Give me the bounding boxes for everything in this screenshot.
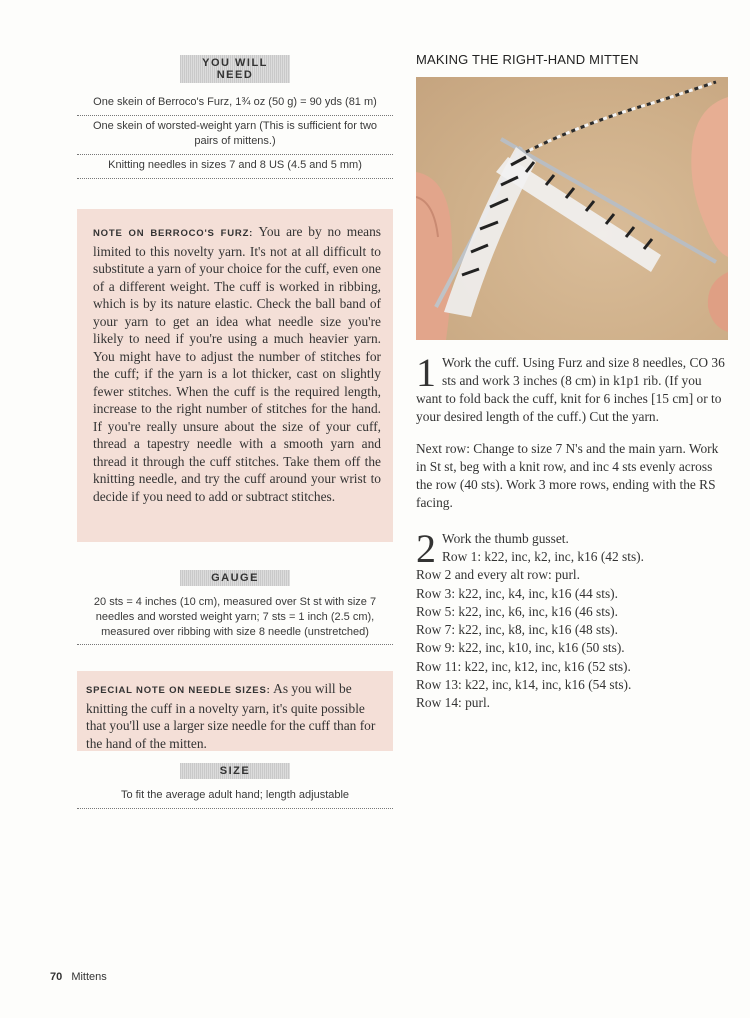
step-2-first-line: Work the thumb gusset.	[442, 531, 569, 546]
gauge-section	[77, 568, 393, 645]
step-2	[416, 526, 730, 713]
materials-item: One skein of Berroco's Furz, 1¾ oz (50 g) = 90 yds (81 m)	[77, 92, 393, 116]
needle-sizes-note-lead: SPECIAL NOTE ON NEEDLE SIZES:	[86, 685, 271, 696]
furz-note-lead: NOTE ON BERROCO'S FURZ:	[93, 228, 254, 239]
section-title: MAKING THE RIGHT-HAND MITTEN	[416, 52, 639, 67]
row-instruction: Row 7: k22, inc, k8, inc, k16 (48 sts).	[416, 622, 618, 638]
size-section	[77, 761, 393, 809]
materials-list	[77, 92, 393, 179]
knitting-photo	[416, 77, 728, 340]
row-instruction: Row 14: purl.	[416, 695, 491, 711]
gauge-text: 20 sts = 4 inches (10 cm), measured over St st with size 7 needles and worsted weight yarn; 7 sts = 1 inch (2.5 cm), measured over ribbing with size 8 needle (unstretched)	[77, 586, 393, 645]
right-column	[416, 52, 730, 713]
step-number: 2	[416, 526, 436, 571]
materials-item: One skein of worsted-weight yarn (This is sufficient for two pairs of mittens.)	[77, 116, 393, 155]
page-footer	[50, 971, 107, 983]
furz-note-box	[77, 209, 393, 542]
step-1	[416, 350, 730, 426]
needle-sizes-note-text: As you will be knitting the cuff in a novelty yarn, it's quite possible that you'll use a larger size needle for the cuff than for the hand of the mitten.	[86, 681, 376, 751]
row-instruction: Row 5: k22, inc, k6, inc, k16 (46 sts).	[416, 603, 618, 619]
row-instruction: Row 11: k22, inc, k12, inc, k16 (52 sts).	[416, 658, 631, 674]
size-header: SIZE	[180, 763, 290, 779]
row-instruction: Row 3: k22, inc, k4, inc, k16 (44 sts).	[416, 585, 618, 601]
knitting-needles-illustration	[416, 77, 728, 340]
page-number: 70	[50, 971, 63, 983]
needle-sizes-note-box	[77, 671, 393, 751]
you-will-need-header: YOU WILL NEED	[180, 55, 290, 83]
row-instruction: Row 9: k22, inc, k10, inc, k16 (50 sts).	[416, 640, 625, 656]
gauge-header: GAUGE	[180, 570, 290, 586]
next-row-text: Next row: Change to size 7 N's and the main yarn. Work in St st, beg with a knit row, and inc 4 sts evenly across the row (40 sts). Work 3 more rows, ending with the RS facing.	[416, 441, 719, 510]
gusset-rows	[416, 548, 730, 713]
section-name: Mittens	[71, 971, 107, 983]
furz-note-text: You are by no means limited to this novelty yarn. It's not at all difficult to substitute a yarn of your choice for the cuff, even one of a different weight. The cuff is worked in ribbing, which is by its nature elastic. Check the ball band of your yarn to get an idea what needle size you're likely to need if you're using a much heavier yarn. You might have to adjust the number of stitches for the cuff; if the yarn is a lot thicker, cast on slightly fewer stitches. When the cuff is the required length, increase to the right number of stitches for the hand. If you're really unsure about the size of your cuff, thread a tapestry needle with a smooth yarn and thread it through the cuff stitches. Take them off the knitting needle, and try the cuff around your wrist to decide if you need to add or subtract stitches.	[93, 224, 382, 504]
row-instruction: Row 2 and every alt row: purl.	[416, 567, 580, 583]
size-text: To fit the average adult hand; length adjustable	[77, 779, 393, 809]
row-instruction: Row 13: k22, inc, k14, inc, k16 (54 sts).	[416, 677, 632, 693]
step-number: 1	[416, 350, 436, 395]
materials-item: Knitting needles in sizes 7 and 8 US (4.5 and 5 mm)	[77, 155, 393, 179]
step-1-text: Work the cuff. Using Furz and size 8 needles, CO 36 sts and work 3 inches (8 cm) in k1p1 rib. (If you want to fold back the cuff, knit for 6 inches [15 cm] or to your desired length of the cuff.) Cut the yarn.	[416, 355, 725, 424]
row-instruction: Row 1: k22, inc, k2, inc, k16 (42 sts).	[442, 549, 644, 564]
left-column	[77, 55, 393, 809]
